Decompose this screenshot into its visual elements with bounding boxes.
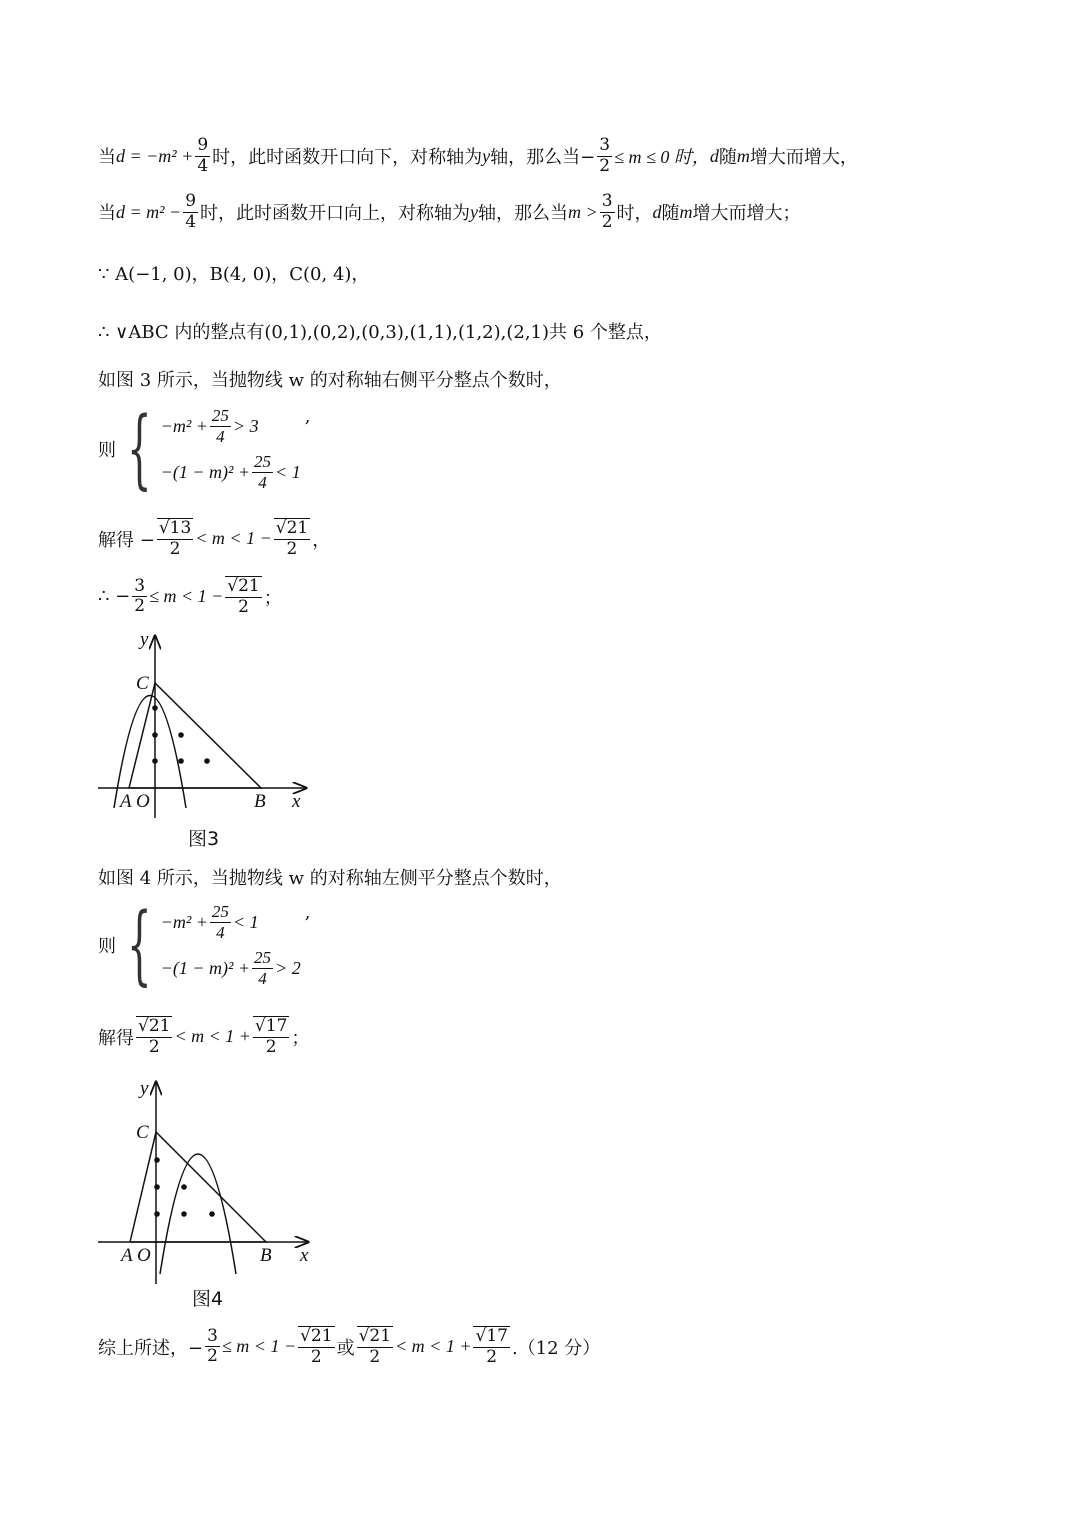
lattice-point xyxy=(154,1211,160,1217)
system-rows xyxy=(161,902,301,988)
text: 增大而增大； xyxy=(692,203,801,225)
numerator: 3 xyxy=(601,191,613,211)
math-expr: m > xyxy=(568,201,598,222)
math-expr: d = m² − xyxy=(116,201,182,222)
text: 随 xyxy=(661,203,680,225)
solution-1 xyxy=(98,518,330,559)
fraction xyxy=(253,1016,289,1057)
math-expr: ≤ m ≤ 0 时， xyxy=(614,147,710,168)
text: .（12 分） xyxy=(511,1337,601,1359)
fraction xyxy=(210,406,231,446)
equation-system xyxy=(116,399,301,500)
lattice-point xyxy=(181,1184,187,1190)
fraction xyxy=(225,576,261,617)
text: ； xyxy=(291,1027,310,1049)
denominator: 2 xyxy=(148,1036,160,1057)
math-expr: ≤ m < 1 − xyxy=(221,1336,297,1357)
denominator: 2 xyxy=(238,596,249,617)
parabola xyxy=(160,1154,236,1274)
math-expr: > 2 xyxy=(275,957,301,978)
fraction xyxy=(473,1326,509,1367)
denominator: 2 xyxy=(207,1346,218,1367)
line-2 xyxy=(98,192,801,232)
numerator: 25 xyxy=(254,948,272,968)
solution-3 xyxy=(98,1016,309,1057)
numerator: √21 xyxy=(358,1326,392,1346)
lattice-point xyxy=(178,732,184,738)
lattice-point xyxy=(178,758,184,764)
lattice-point xyxy=(204,758,210,764)
label-x: x xyxy=(300,1245,309,1266)
denominator: 2 xyxy=(134,596,146,617)
var-d: d xyxy=(652,201,662,222)
text: 当 xyxy=(98,203,116,225)
text: 增大而增大， xyxy=(749,147,858,169)
line-3: ∵ A(−1, 0)，B(4, 0)，C(0, 4)， xyxy=(98,264,370,285)
var-m: m xyxy=(679,201,693,222)
label-c: C xyxy=(136,1122,149,1143)
label-y: y xyxy=(140,1078,149,1099)
brace: { xyxy=(127,399,152,500)
text: 解得 xyxy=(98,1027,134,1049)
label-o: O xyxy=(136,791,150,812)
math-expr: d = −m² + xyxy=(116,145,194,166)
math-expr: < 1 xyxy=(232,911,259,932)
var-y: y xyxy=(470,201,479,222)
text: 当 xyxy=(98,147,116,169)
fraction xyxy=(298,1326,334,1367)
numerator: √21 xyxy=(275,518,309,538)
numerator: √17 xyxy=(475,1326,508,1346)
math-expr: > 3 xyxy=(232,415,259,436)
numerator: 25 xyxy=(211,902,229,921)
line-1 xyxy=(98,136,858,176)
system-row xyxy=(161,452,301,492)
text: , xyxy=(304,902,311,923)
figure-4-caption: 图4 xyxy=(192,1288,224,1310)
denominator: 2 xyxy=(369,1346,381,1367)
denominator: 4 xyxy=(185,211,197,232)
numerator: √21 xyxy=(138,1016,171,1036)
text: ； xyxy=(263,587,282,609)
line-5: 如图 3 所示，当抛物线 w 的对称轴右侧平分整点个数时， xyxy=(98,370,562,391)
system-rows xyxy=(161,406,301,492)
line-4: ∴ ∨ABC 内的整点有(0,1),(0,2),(0,3),(1,1),(1,2),(2,1)共 6 个整点， xyxy=(98,322,662,343)
lattice-point xyxy=(154,1184,160,1190)
fraction xyxy=(205,1327,220,1367)
denominator: 4 xyxy=(216,922,225,942)
figure-4-graph xyxy=(96,1074,316,1284)
fraction xyxy=(195,136,210,176)
numerator: 9 xyxy=(197,135,209,155)
fraction xyxy=(252,452,273,492)
math-expr: < m < 1 + xyxy=(395,1336,472,1357)
system-row xyxy=(161,406,301,446)
text: 时，此时函数开口向上，对称轴为 xyxy=(200,203,471,225)
text: ∴ − xyxy=(98,586,131,608)
text: 则 xyxy=(98,936,116,958)
math-expr: −(1 − m)² + xyxy=(160,957,251,978)
label-o: O xyxy=(137,1245,151,1266)
numerator: √21 xyxy=(227,576,260,596)
var-d: d xyxy=(709,145,719,166)
fraction xyxy=(157,518,193,559)
label-y: y xyxy=(140,629,149,650)
denominator: 4 xyxy=(216,426,225,446)
numerator: 25 xyxy=(211,406,229,425)
text: 时， xyxy=(616,203,653,225)
numerator: 3 xyxy=(207,1325,218,1346)
text: 时，此时函数开口向下，对称轴为 xyxy=(212,147,483,169)
label-c: C xyxy=(136,673,149,694)
denominator: 2 xyxy=(486,1346,498,1367)
text: 轴，那么当− xyxy=(490,147,596,169)
system-1 xyxy=(98,399,311,500)
text: , xyxy=(304,406,311,427)
label-x: x xyxy=(292,791,301,812)
fraction xyxy=(252,948,273,988)
figure-3-graph xyxy=(96,628,316,818)
label-a: A xyxy=(120,791,132,812)
solution-2 xyxy=(98,576,282,617)
text: 解得 − xyxy=(98,529,155,551)
math-expr: < m < 1 + xyxy=(174,1026,251,1047)
label-a: A xyxy=(121,1245,133,1266)
lattice-point xyxy=(152,732,158,738)
numerator: √17 xyxy=(254,1016,288,1036)
denominator: 2 xyxy=(599,155,611,176)
denominator: 2 xyxy=(286,538,298,559)
numerator: 9 xyxy=(185,191,197,211)
equation-system xyxy=(116,895,301,996)
lattice-point xyxy=(209,1211,215,1217)
fraction xyxy=(132,577,147,617)
line-6: 如图 4 所示，当抛物线 w 的对称轴左侧平分整点个数时， xyxy=(98,868,562,889)
system-row xyxy=(161,948,301,988)
numerator: 3 xyxy=(599,135,611,155)
triangle-abc xyxy=(129,683,261,788)
text: 轴，那么当 xyxy=(478,203,569,225)
denominator: 4 xyxy=(258,968,267,988)
brace: { xyxy=(127,895,152,996)
numerator: 3 xyxy=(134,575,146,596)
denominator: 2 xyxy=(310,1346,322,1367)
math-expr: −(1 − m)² + xyxy=(160,461,251,482)
system-row xyxy=(161,902,301,942)
denominator: 2 xyxy=(169,538,181,559)
figure-3 xyxy=(96,628,316,853)
denominator: 4 xyxy=(258,472,267,492)
label-b: B xyxy=(254,791,266,812)
fraction xyxy=(597,136,612,176)
fraction xyxy=(183,192,198,232)
numerator: √13 xyxy=(158,518,192,538)
fraction xyxy=(357,1326,393,1367)
figure-4 xyxy=(96,1074,316,1314)
lattice-point xyxy=(152,758,158,764)
text: 随 xyxy=(718,147,737,169)
fraction xyxy=(274,518,310,559)
fraction xyxy=(210,902,231,942)
fraction xyxy=(600,192,615,232)
conclusion xyxy=(98,1326,600,1367)
denominator: 2 xyxy=(601,211,613,232)
text: 则 xyxy=(98,440,116,462)
lattice-point xyxy=(181,1211,187,1217)
numerator: 25 xyxy=(254,452,272,472)
math-expr: −m² + xyxy=(160,415,208,436)
system-2 xyxy=(98,895,311,996)
denominator: 2 xyxy=(265,1036,277,1057)
lattice-point xyxy=(152,705,158,711)
text: ， xyxy=(312,529,331,551)
numerator: √21 xyxy=(300,1326,333,1346)
math-expr: −m² + xyxy=(160,911,208,932)
denominator: 4 xyxy=(197,155,209,176)
math-expr: < m < 1 − xyxy=(195,528,272,549)
figure-3-caption: 图3 xyxy=(188,828,220,850)
text: 综上所述，− xyxy=(98,1337,204,1359)
text: 或 xyxy=(336,1337,355,1359)
math-expr: ≤ m < 1 − xyxy=(149,586,224,607)
lattice-point xyxy=(154,1157,160,1163)
math-expr: < 1 xyxy=(275,461,301,482)
var-m: m xyxy=(736,145,750,166)
fraction xyxy=(136,1016,172,1057)
label-b: B xyxy=(260,1245,272,1266)
triangle-abc xyxy=(130,1132,266,1242)
var-y: y xyxy=(482,145,491,166)
